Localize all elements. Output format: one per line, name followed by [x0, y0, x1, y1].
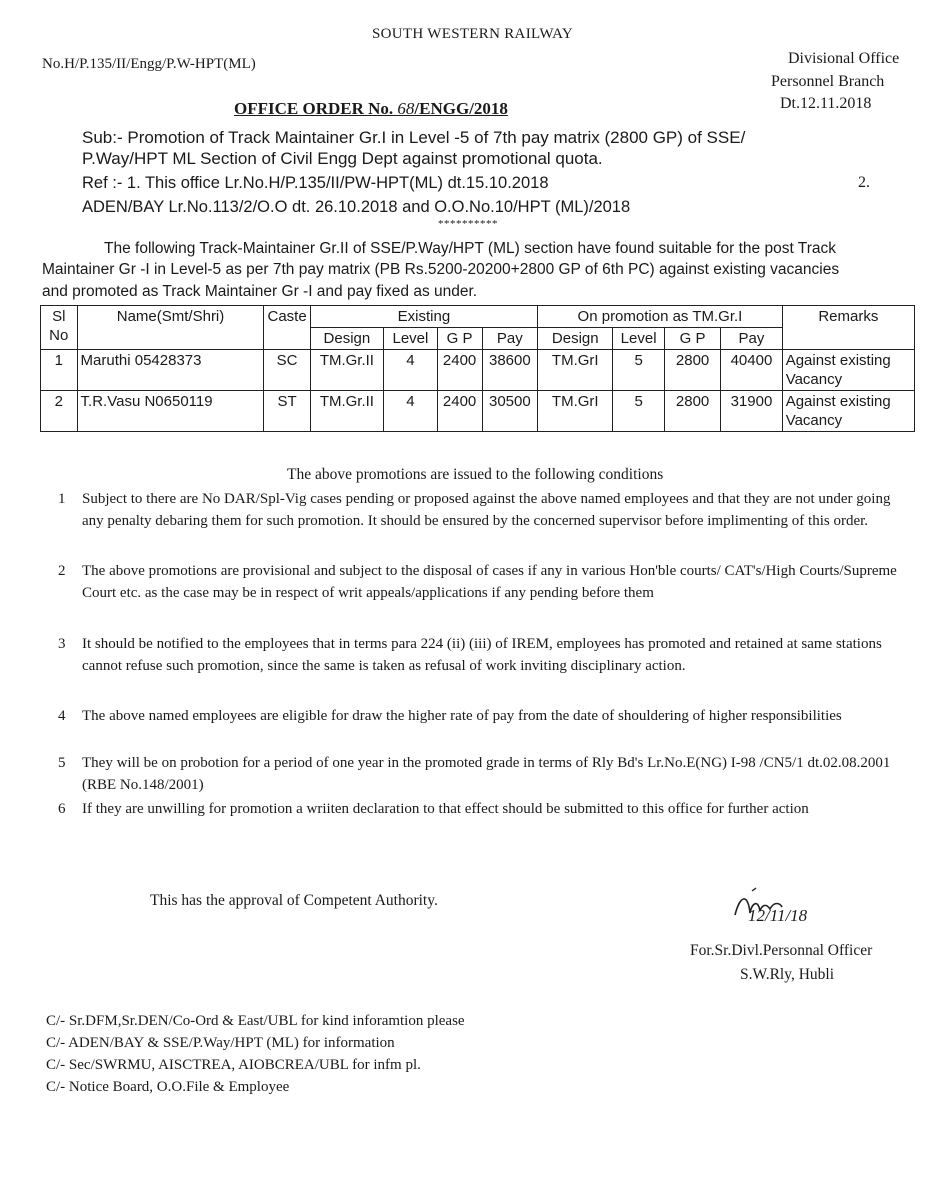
- intro-line-3: and promoted as Track Maintainer Gr -I and pay fixed as under.: [42, 283, 478, 300]
- header-promotion-design: Design: [538, 328, 613, 350]
- order-title: [234, 99, 508, 119]
- condition-number: 4: [58, 708, 66, 724]
- header-name: Name(Smt/Shri): [77, 306, 264, 350]
- cell-caste: SC: [264, 350, 310, 391]
- header-existing-pay: Pay: [482, 328, 538, 350]
- header-promotion-level: Level: [613, 328, 665, 350]
- condition-text: They will be on probotion for a period of one year in the promoted grade in terms of Rly Bd's Lr.No.E(NG) I-98 /CN5/1 dt.02.08.2001 (RBE No.148/2001): [82, 755, 891, 793]
- intro-line-1: The following Track-Maintainer Gr.II of SSE/P.Way/HPT (ML) section have found suitable for the post Track: [104, 240, 836, 257]
- condition-text: If they are unwilling for promotion a wriiten declaration to that effect should be submitted to this office for further action: [82, 801, 809, 817]
- header-promotion-gp: G P: [664, 328, 720, 350]
- cell-existing-level: 4: [384, 391, 438, 432]
- cell-name: T.R.Vasu N0650119: [77, 391, 264, 432]
- cell-remarks: Against existing Vacancy: [782, 391, 914, 432]
- condition-text: The above named employees are eligible for draw the higher rate of pay from the date of shouldering of higher responsibilities: [82, 708, 842, 724]
- branch-name: Personnel Branch: [771, 73, 885, 90]
- table-header-row: [41, 306, 915, 328]
- condition-text: Subject to there are No DAR/Spl-Vig cases pending or proposed against the above named employees and that they are not under going any penalty debaring them for such promotion. It should be ensured by the concerned supervisor before implimenting of this order.: [82, 491, 891, 529]
- condition-number: 6: [58, 801, 66, 817]
- cell-existing-gp: 2400: [437, 391, 482, 432]
- subject-line-2: P.Way/HPT ML Section of Civil Engg Dept against promotional quota.: [82, 149, 603, 168]
- cell-promotion-pay: 31900: [721, 391, 782, 432]
- header-existing: Existing: [310, 306, 538, 328]
- approval-statement: This has the approval of Competent Authority.: [150, 892, 438, 909]
- cell-remarks: Against existing Vacancy: [782, 350, 914, 391]
- subject-line-1: Sub:- Promotion of Track Maintainer Gr.I in Level -5 of 7th pay matrix (2800 GP) of SSE/: [82, 128, 746, 147]
- cell-promotion-level: 5: [613, 350, 665, 391]
- table-row: [41, 391, 915, 432]
- cell-promotion-level: 5: [613, 391, 665, 432]
- condition-number: 1: [58, 491, 66, 507]
- cell-existing-level: 4: [384, 350, 438, 391]
- cell-sl: 2: [41, 391, 78, 432]
- condition-number: 3: [58, 636, 66, 652]
- cell-existing-design: TM.Gr.II: [310, 350, 383, 391]
- intro-line-2: Maintainer Gr -I in Level-5 as per 7th pay matrix (PB Rs.5200-20200+2800 GP of 6th PC) against existing vacancies: [42, 261, 840, 278]
- letter-reference-number: No.H/P.135/II/Engg/P.W-HPT(ML): [42, 56, 256, 72]
- cell-promotion-design: TM.GrI: [538, 350, 613, 391]
- header-existing-gp: G P: [437, 328, 482, 350]
- reference-line-2: ADEN/BAY Lr.No.113/2/O.O dt. 26.10.2018 and O.O.No.10/HPT (ML)/2018: [82, 198, 631, 216]
- header-promotion-pay: Pay: [721, 328, 782, 350]
- table-row: [41, 350, 915, 391]
- cell-promotion-design: TM.GrI: [538, 391, 613, 432]
- copy-to-line: C/- Sec/SWRMU, AISCTREA, AIOBCREA/UBL for infm pl.: [46, 1057, 421, 1073]
- conditions-heading: The above promotions are issued to the following conditions: [287, 466, 664, 483]
- header-on-promotion: On promotion as TM.Gr.I: [538, 306, 782, 328]
- cell-promotion-gp: 2800: [664, 391, 720, 432]
- condition-text: It should be notified to the employees that in terms para 224 (ii) (iii) of IREM, employees has promoted and retained at same stations cannot refuse such promotion, since the same is taken as refusal of work inviting disciplinary action.: [82, 636, 882, 674]
- order-number: 68: [397, 99, 415, 118]
- order-title-prefix: OFFICE ORDER No.: [234, 99, 394, 118]
- cell-promotion-pay: 40400: [721, 350, 782, 391]
- cell-name: Maruthi 05428373: [77, 350, 264, 391]
- header-caste: Caste: [264, 306, 310, 350]
- order-title-suffix: /ENGG/2018: [414, 99, 508, 118]
- reference-line-1: Ref :- 1. This office Lr.No.H/P.135/II/PW-HPT(ML) dt.15.10.2018: [82, 174, 549, 192]
- railway-name: SOUTH WESTERN RAILWAY: [372, 26, 574, 42]
- cell-existing-gp: 2400: [437, 350, 482, 391]
- condition-number: 2: [58, 563, 66, 579]
- header-existing-level: Level: [384, 328, 438, 350]
- cell-sl: 1: [41, 350, 78, 391]
- promotion-table: [40, 305, 915, 432]
- cell-existing-pay: 30500: [482, 391, 538, 432]
- copy-to-line: C/- Sr.DFM,Sr.DEN/Co-Ord & East/UBL for kind inforamtion please: [46, 1013, 465, 1029]
- reference-number-2: 2.: [858, 174, 870, 191]
- cell-promotion-gp: 2800: [664, 350, 720, 391]
- cell-existing-design: TM.Gr.II: [310, 391, 383, 432]
- copy-to-line: C/- Notice Board, O.O.File & Employee: [46, 1079, 290, 1095]
- condition-text: The above promotions are provisional and subject to the disposal of cases if any in various Hon'ble courts/ CAT's/High Courts/Supreme Court etc. as the case may be in respect of writ appeals/applications if any pending before them: [82, 563, 897, 601]
- signing-officer: For.Sr.Divl.Personnal Officer: [690, 942, 873, 959]
- header-existing-design: Design: [310, 328, 383, 350]
- office-location: S.W.Rly, Hubli: [740, 966, 835, 983]
- condition-number: 5: [58, 755, 66, 771]
- separator-stars: **********: [438, 218, 498, 230]
- copy-to-line: C/- ADEN/BAY & SSE/P.Way/HPT (ML) for information: [46, 1035, 395, 1051]
- cell-existing-pay: 38600: [482, 350, 538, 391]
- header-remarks: Remarks: [782, 306, 914, 350]
- header-sl-no: Sl No: [41, 306, 78, 350]
- signature-date: 12/11/18: [748, 906, 808, 925]
- order-date: Dt.12.11.2018: [780, 95, 872, 112]
- cell-caste: ST: [264, 391, 310, 432]
- office-name: Divisional Office: [788, 50, 900, 67]
